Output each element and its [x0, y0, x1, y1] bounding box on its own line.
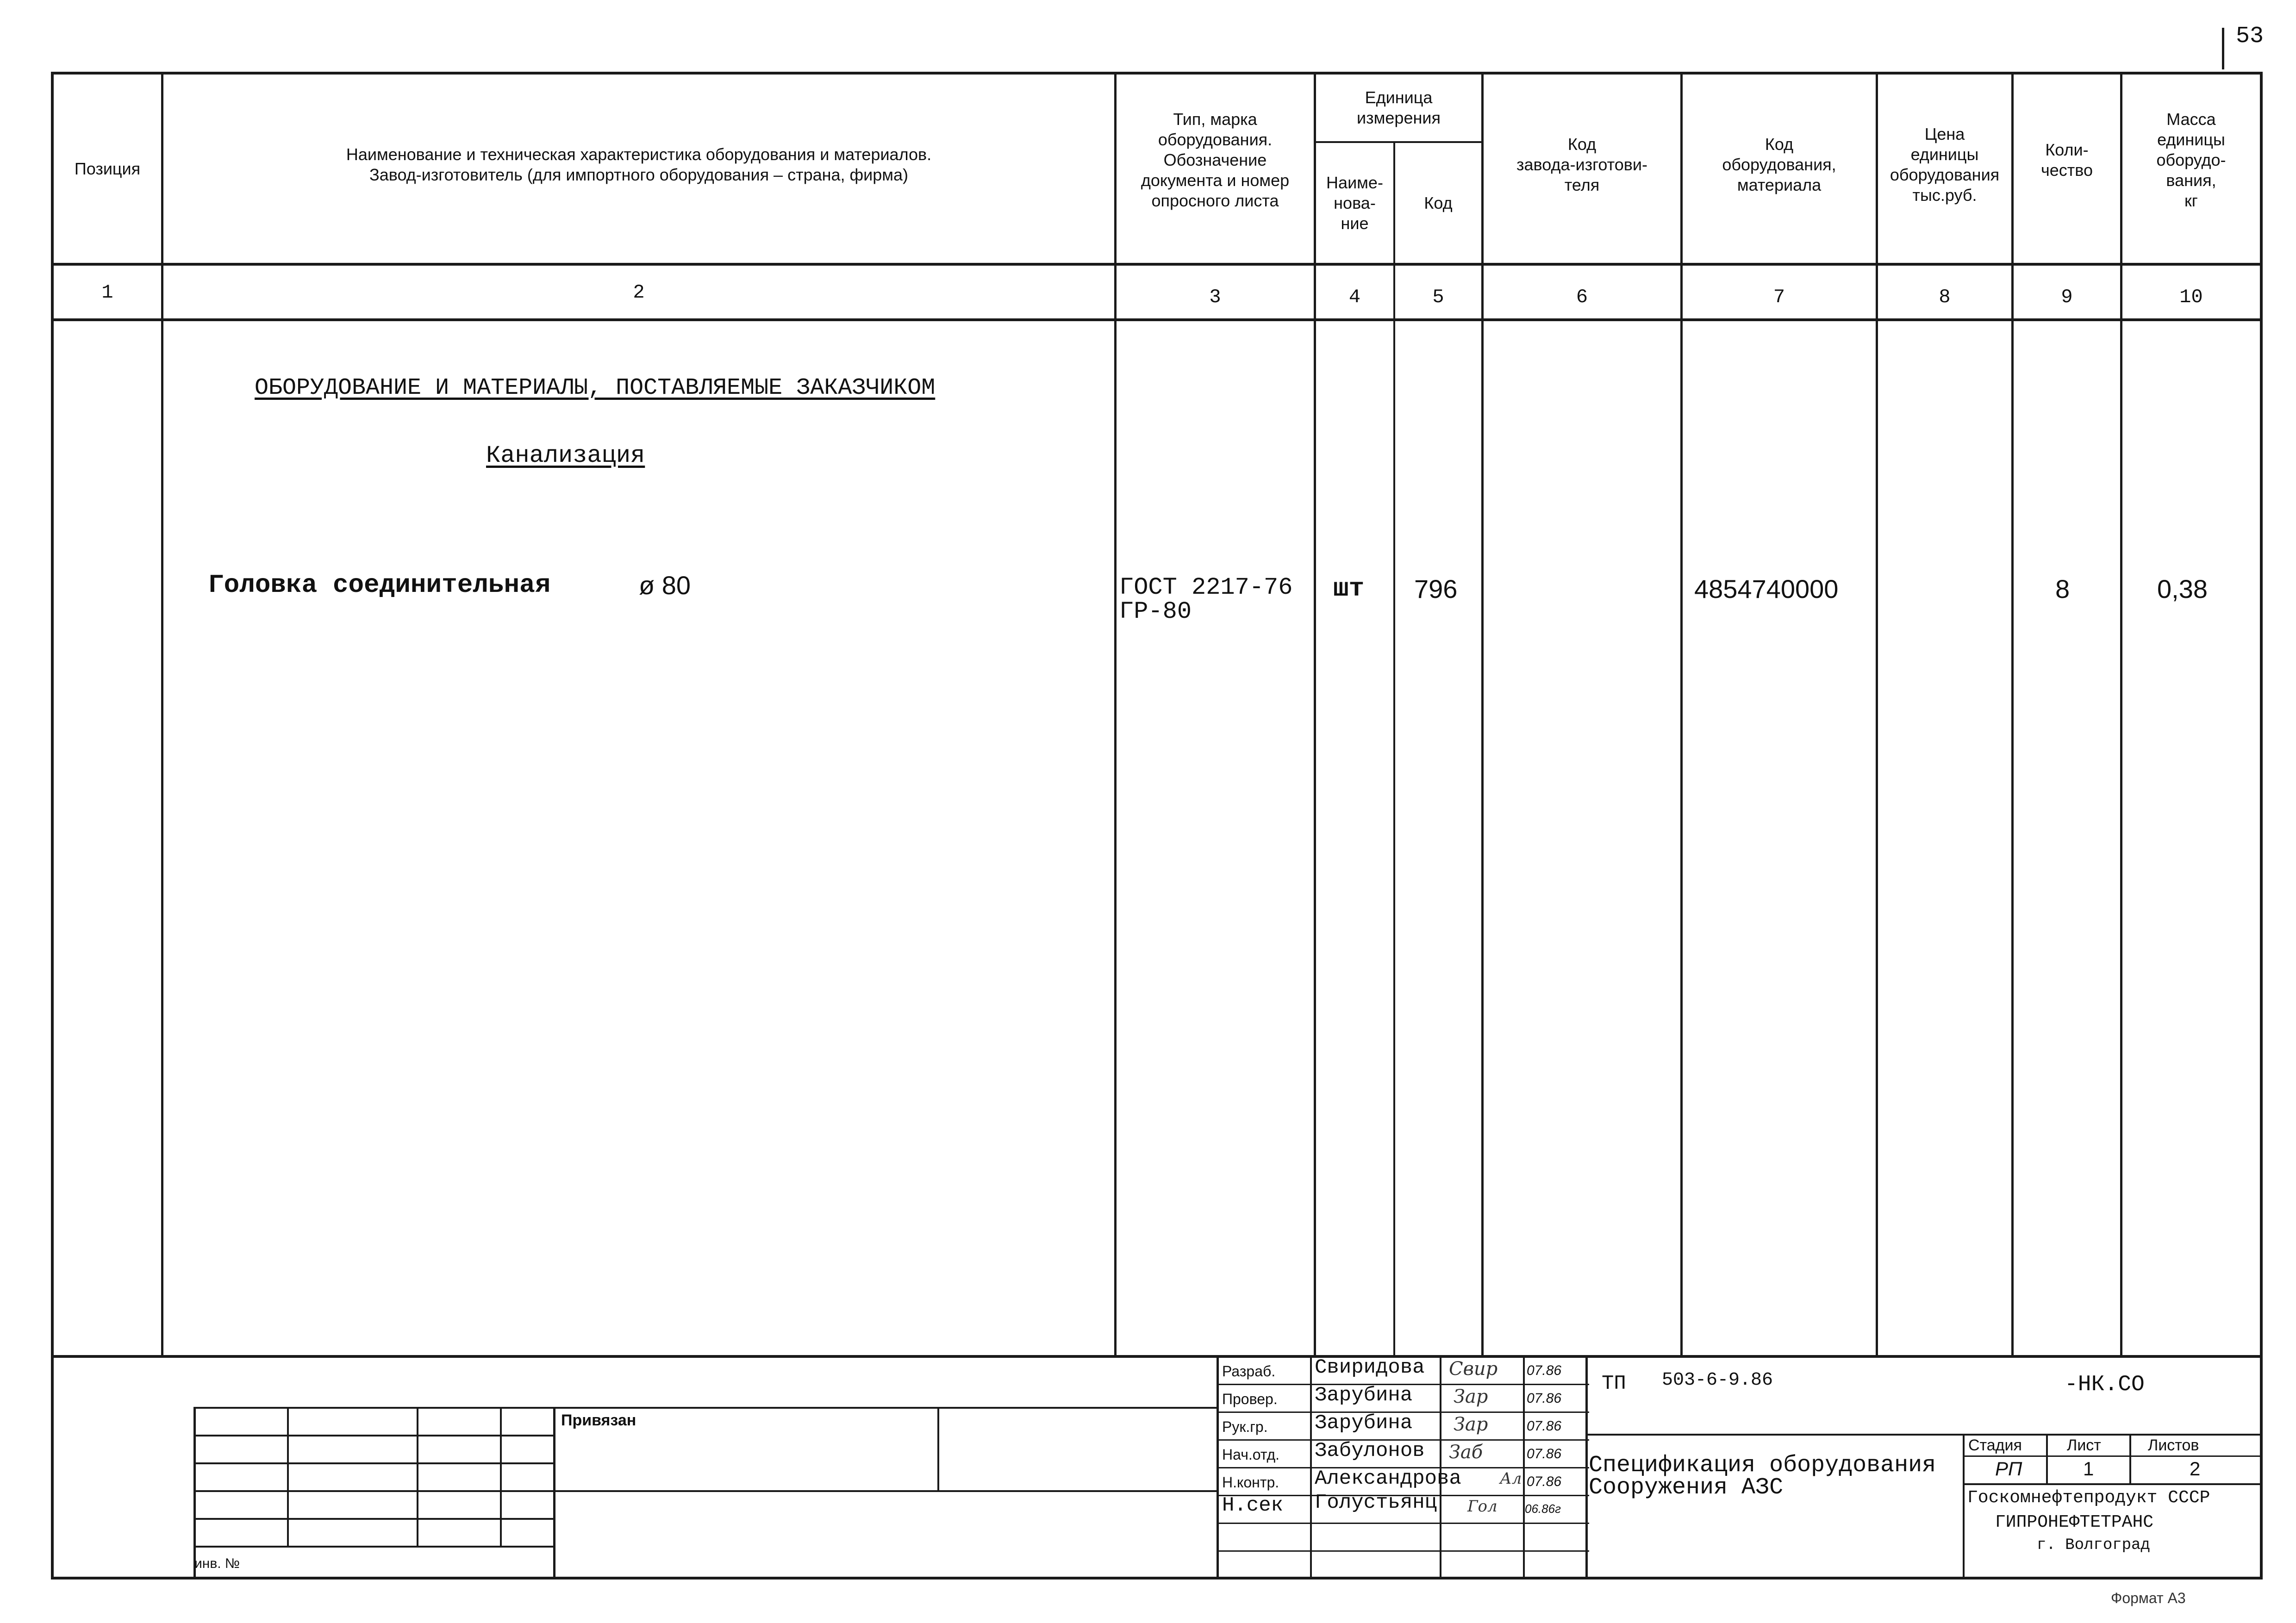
- role-label: Н.сек: [1222, 1494, 1284, 1517]
- header-price: Цена единицы оборудования тыс.руб.: [1890, 124, 2000, 205]
- org-ministry: Госкомнефтепродукт СССР: [1967, 1488, 2210, 1508]
- header-position: Позиция: [74, 159, 141, 178]
- col-number: 6: [1576, 286, 1588, 308]
- subsection-title: Канализация: [486, 442, 645, 469]
- header-mass: Масса единицы оборудо- вания, кг: [2156, 110, 2226, 210]
- col-number: 9: [2061, 286, 2073, 308]
- role-date: 07.86: [1527, 1363, 1562, 1378]
- header-equip-code: Код оборудования, материала: [1722, 135, 1836, 194]
- inv-label: инв. №: [194, 1556, 240, 1571]
- role-person: Забулонов: [1315, 1439, 1425, 1462]
- doc-prefix: ТП: [1602, 1372, 1626, 1395]
- col-number: 10: [2179, 286, 2203, 308]
- header-unit: Единица измерения: [1357, 88, 1441, 127]
- col-number: 8: [1939, 286, 1951, 308]
- format-label: Формат А3: [2111, 1590, 2186, 1606]
- item-unit-code: 796: [1414, 574, 1458, 603]
- col-number: 4: [1348, 286, 1361, 308]
- sheets-value: 2: [2190, 1458, 2201, 1480]
- sheet-value: 1: [2083, 1458, 2094, 1480]
- role-label: Н.контр.: [1222, 1474, 1279, 1491]
- signature: Ал: [1500, 1469, 1522, 1488]
- role-person: Зарубина: [1315, 1384, 1413, 1407]
- header-name: Наименование и техническая характеристика оборудования и материалов. Завод-изготовитель (для импортного оборудования – страна, фирма): [346, 145, 932, 184]
- role-date: 07.86: [1527, 1446, 1562, 1461]
- item-qty: 8: [2055, 574, 2070, 603]
- signature: Свир: [1449, 1358, 1498, 1380]
- doc-suffix: -НК.СО: [2065, 1372, 2145, 1397]
- role-label: Нач.отд.: [1222, 1446, 1280, 1463]
- role-person: Зарубина: [1315, 1412, 1413, 1435]
- role-person: Александрова: [1315, 1467, 1461, 1490]
- header-unit-code: Код: [1424, 193, 1453, 212]
- role-date: 07.86: [1527, 1391, 1562, 1406]
- sheet-label: Лист: [2067, 1436, 2101, 1454]
- item-diameter: ø 80: [639, 571, 691, 600]
- header-unit-name: Наиме- нова- ние: [1326, 173, 1383, 233]
- role-date: 07.86: [1527, 1474, 1562, 1489]
- sheet-number: 53: [2236, 23, 2264, 50]
- org-institute: ГИПРОНЕФТЕТРАНС: [1995, 1512, 2154, 1532]
- header-maker-code: Код завода-изготови- теля: [1516, 135, 1647, 194]
- header-qty: Коли- чество: [2040, 140, 2093, 180]
- org-city: г. Волгоград: [2037, 1536, 2150, 1554]
- signature: Зар: [1454, 1414, 1488, 1435]
- item-type-mark: ГР-80: [1119, 598, 1192, 625]
- item-equip-code: 4854740000: [1694, 574, 1839, 603]
- role-person: Голустьянц: [1315, 1491, 1437, 1514]
- role-date: 06.86г: [1525, 1502, 1561, 1516]
- role-label: Провер.: [1222, 1391, 1278, 1407]
- bound-label: Привязан: [561, 1412, 636, 1429]
- signature: Зар: [1454, 1386, 1488, 1407]
- col-number: 1: [101, 281, 113, 304]
- item-mass: 0,38: [2157, 574, 2208, 603]
- col-number: 5: [1432, 286, 1444, 308]
- role-label: Рук.гр.: [1222, 1418, 1268, 1435]
- col-number: 3: [1209, 286, 1221, 308]
- role-person: Свиридова: [1315, 1356, 1425, 1379]
- item-name: Головка соединительная: [208, 570, 551, 600]
- doc-subtitle: Сооружения АЗС: [1589, 1474, 1784, 1501]
- signature: Заб: [1449, 1442, 1483, 1463]
- role-date: 07.86: [1527, 1418, 1562, 1434]
- doc-number: 503-6-9.86: [1662, 1370, 1773, 1391]
- item-unit-name: шт: [1333, 574, 1365, 603]
- col-number: 7: [1773, 286, 1785, 308]
- header-type: Тип, марка оборудования. Обозначение документа и номер опросного листа: [1141, 110, 1290, 210]
- item-type-gost: ГОСТ 2217-76: [1119, 574, 1293, 601]
- stage-value: РП: [1995, 1458, 2022, 1480]
- section-title: ОБОРУДОВАНИЕ И МАТЕРИАЛЫ, ПОСТАВЛЯЕМЫЕ ЗАКАЗЧИКОМ: [255, 375, 936, 401]
- stage-label: Стадия: [1968, 1436, 2022, 1454]
- sheets-label: Листов: [2148, 1436, 2199, 1454]
- role-label: Разраб.: [1222, 1363, 1276, 1380]
- col-number: 2: [633, 281, 645, 304]
- signature: Гол: [1467, 1497, 1497, 1516]
- doc-title: Спецификация оборудования: [1589, 1452, 1936, 1479]
